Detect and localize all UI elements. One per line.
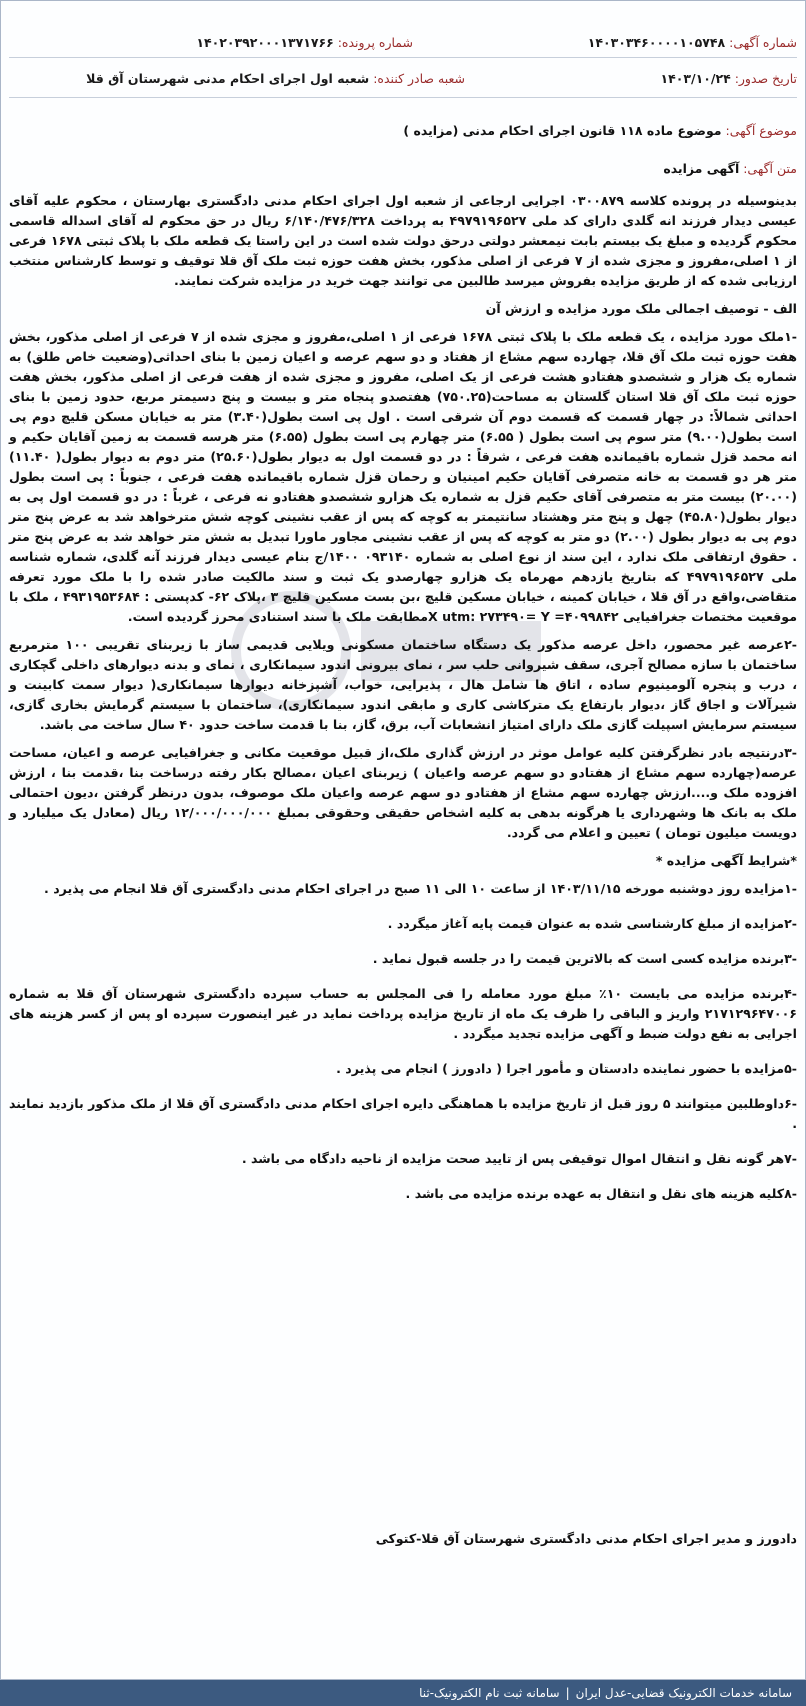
condition-4: -۴برنده مزایده می بایست ۱۰٪ مبلغ مورد معامله را فی المجلس به حساب سپرده دادگستری شهرستان آق قلا به شماره ۲۱۷۱۲۹۶۴۷۰۰۶ واریز و الباقی را ظرف یک ماه از تاریخ مزایده پرداخت نماید در غیر اینصورت سپرده او پس از کسر هزینه های اجرایی به نفع دولت ضبط و آگهی مزایده تجدید میگردد . [9,986,798,1041]
text-title-field [663,161,797,176]
case-number-label: شماره پرونده: [337,35,413,50]
footer-link-sana[interactable]: سامانه ثبت نام الکترونیک-ثنا [419,1686,560,1700]
case-number-field [196,35,413,50]
subject-value: موضوع ماده ۱۱۸ قانون اجرای احکام مدنی (مزایده ) [403,123,722,138]
signature-line: دادورز و مدیر اجرای احکام مدنی دادگستری شهرستان آق قلا-کتوکی [375,1531,797,1546]
text-title-value: آگهی مزایده [663,161,740,176]
condition-6: -۶داوطلبین میتوانند ۵ روز قبل از تاریخ مزایده با هماهنگی دایره اجرای احکام مدنی دادگستری آق قلا از ملک مذکور بازدید نمایند . [9,1096,797,1131]
ad-number: ۱۴۰۳۰۳۴۶۰۰۰۰۱۰۵۷۴۸ [587,35,726,50]
intro-paragraph: بدینوسیله در پرونده کلاسه ۰۳۰۰۸۷۹ اجرایی ارجاعی از شعبه اول اجرای احکام مدنی دادگستری بهارستان ، محکوم علیه آقای عیسی دیدار فرزند انه گلدی دارای کد ملی ۴۹۷۹۱۹۶۵۲۷ به پرداخت ۶/۱۴۰/۴۷۶/۳۲۸ ریال در حق محکوم له آقای اسداله قاسمی محکوم گردیده و مبلغ یک بیستم بابت نیمعشر دولتی درحق دولت شده است در این راستا یک قطعه ملک با پلاک ثبتی ۱۶۷۸ فرعی از ۱ اصلی،مفروز و مجزی شده از ۷ فرعی از اصلی مذکور، بخش هفت حوزه ثبت ملک آق قلا توقیف و توسط کارشناس منتخب ارزیابی شده که از طریق مزایده بفروش میرسد طالبین می توانند جهت خرید در مزایده شرکت نمایند. [9,193,798,288]
issuer-label: شعبه صادر کننده: [373,71,465,86]
subject-field [403,123,797,138]
subject-label: موضوع آگهی: [725,123,797,138]
footer-link-adliran[interactable]: سامانه خدمات الکترونیک قضایی-عدل ایران [575,1686,792,1700]
issue-date-field [661,71,797,86]
section-a-heading: الف - توصیف اجمالی ملک مورد مزایده و ارزش آن [485,301,797,316]
issue-date: ۱۴۰۳/۱۰/۲۴ [660,71,731,86]
ad-body [9,191,797,1219]
ad-number-field [588,35,797,50]
text-title-label: متن آگهی: [743,161,797,176]
condition-1: -۱مزایده روز دوشنبه مورخه ۱۴۰۳/۱۱/۱۵ از ساعت ۱۰ الی ۱۱ صبح در اجرای احکام مدنی دادگستری آق قلا انجام می پذیرد . [44,881,797,896]
issuer: شعبه اول اجرای احکام مدنی شهرستان آق قلا [86,71,370,86]
case-number: ۱۴۰۲۰۳۹۲۰۰۰۱۳۷۱۷۶۶ [196,35,334,50]
header-divider [9,57,797,58]
item-3-paragraph: -۳درنتیجه بادر نظرگرفتن کلیه عوامل موثر در ارزش گذاری ملک،از قبیل موقعیت مکانی و جغرافیایی عرصه و اعیان، مساحت عرصه(چهارده سهم مشاع از هفتادو دو سهم عرصه واعیان ) زیربنای اعیان ،مصالح بکار رفته درساخت بنا ،قدمت بنا ، ارزش افزوده ملک و....ارزش چهارده سهم مشاع از هفتادو دو سهم عرصه واعیان ملک موصوف، بدون درنظر گرفتن ،دیون احتمالی ملک به بانک ها وشهرداری یا هرگونه بدهی به کلیه اشخاص حقیقی وحقوقی بمبلغ ۱۲/۰۰۰/۰۰۰/۰۰۰ ریال (معادل یک میلیارد و دویست میلیون تومان ) تعیین و اعلام می گردد. [9,745,797,840]
item-2-paragraph: -۲عرصه غیر محصور، داخل عرصه مذکور یک دستگاه ساختمان مسکونی ویلایی قدیمی ساز با زیربنای تقریبی ۱۰۰ مترمربع ساختمان با سازه مصالح آجری، سقف شیروانی حلب سر ، نمای بیرونی اندود سیمانکاری ، نمای و بدنه دیوارهای داخلی گچکاری ، درب و پنجره آلومینیوم ساده ، اتاق ها شامل هال ، پذیرایی، خواب، آشپزخانه دیوارها سیمانکاری( دیوار سمت کابینت و شیرآلات و اجاق گاز ،دیوار بارتفاع یک مترکاشی کاری و مابقی اندود سیمانکاری)، ساختمان با سیستم گرمایش بخاری گازی، سیستم سرمایش اسپیلت گازی ملک دارای امتیاز انشعابات آب، برق، گاز، بنا با قدمت ساخت حدود ۴۰ سال ساخت می باشد. [9,637,797,732]
footer-separator: | [565,1686,570,1700]
conditions-heading: *شرایط آگهی مزایده * [655,853,797,868]
condition-8: -۸کلیه هزینه های نقل و انتقال به عهده برنده مزایده می باشد . [405,1186,797,1201]
item-1-paragraph: -۱ملک مورد مزایده ، یک قطعه ملک با پلاک ثبتی ۱۶۷۸ فرعی از ۱ اصلی،مفروز و مجزی شده از ۷ فرعی از اصلی مذکور، بخش هفت حوزه ثبت ملک آق قلا، چهارده سهم مشاع از هفتاد و دو سهم عرصه و اعیان زمین با بنای احداثی(وضعیت خاص طلق) به شماره یک هزار و ششصدو هفتادو هشت فرعی از یک اصلی، مفروز و مجزی شده از هفت فرعی از اصلی مذکور، بخش هفت حوزه ثبت ملک آق قلا استان گلستان به مساحت(۷۵۰.۲۵) هفتصدو پنجاه متر و بیست و پنج دسیمتر مربع، حدود زمین با بنای احداثی شمالاً: در چهار قسمت که قسمت دوم آن شرقی است . اول پی است بطول(۳.۴۰) متر به خیابان مسکن قلیچ دوم پی است بطول(۹.۰۰) متر سوم پی است بطول ( ۶.۵۵) متر چهارم پی است بطول (۶.۵۵) متر هرسه قسمت به زمین آقایان حکیم و انه محمد قزل شماره باقیمانده هفت فرعی ، شرقاً : در دو قسمت اول به دیوار بطول(۲۵.۶۰) متر دوم به دیوار بطول( ۱۱.۴۰) متر هر دو قسمت به خانه متصرفی آقایان حکیم امینیان و رحمان قزل شماره باقیمانده هفت فرعی ، جنوباً : پی است بطول (۲۰.۰۰) بیست متر به متصرفی آقای حکیم قزل به شماره یک هزارو ششصدو هفتادو نه فرعی ، غرباً : در دو قسمت اول پی به دیوار بطول(۴۵.۸۰) چهل و پنج متر وهشتاد سانتیمتر به کوچه که پس از عقب نشینی کوچه شش مترخواهد شد به عرض پنج متر دوم پی به دیوار بطول (۲.۰۰) دو متر به کوچه که پس از عقب نشینی مجاور ماورا تبدیل به شش متر خواهد شد به عرض پنج متر . حقوق ارتفاقی ملک ندارد ، این سند از نوع اصلی به شماره ۰۹۳۱۴۰ ۱۴۰۰/ج بنام عیسی دیدار فرزند آنه گلدی، شماره شناسه ملی ۴۹۷۹۱۹۶۵۲۷ که بتاریخ یازدهم مهرماه یک هزارو چهارصدو یک ثبت و سند مالکیت صادر شده را با ملک مورد تعرفه متقاضی،واقع در آق قلا ، خیابان کمینه ، خیابان مسکین قلیچ ،بن بست مسکین قلیچ ۳ ،پلاک ۶۲- کدپستی : ۴۹۳۱۹۵۳۶۸۴ ، ملک با موقعیت مختصات جغرافیایی X utm: ۲۷۳۴۹۰= Y =۴۰۹۹۸۴۲مطابقت ملک با سند استنادی محرز گردیده است. [9,329,798,624]
footer-bar [0,1680,806,1706]
condition-3: -۳برنده مزایده کسی است که بالاترین قیمت را در جلسه قبول نماید . [372,951,797,966]
condition-7: -۷هر گونه نقل و انتقال اموال توقیفی پس از تایید صحت مزایده از ناحیه دادگاه می باشد . [241,1151,797,1166]
condition-2: -۲مزایده از مبلغ کارشناسی شده به عنوان قیمت پایه آغاز میگردد . [387,916,797,931]
issuer-field [86,71,465,86]
header-divider-2 [9,97,797,98]
issue-date-label: تاریخ صدور: [734,71,797,86]
ad-number-label: شماره آگهی: [729,35,797,50]
condition-5: -۵مزایده با حضور نماینده دادستان و مأمور اجرا ( دادورز ) انجام می پذیرد . [336,1061,797,1076]
